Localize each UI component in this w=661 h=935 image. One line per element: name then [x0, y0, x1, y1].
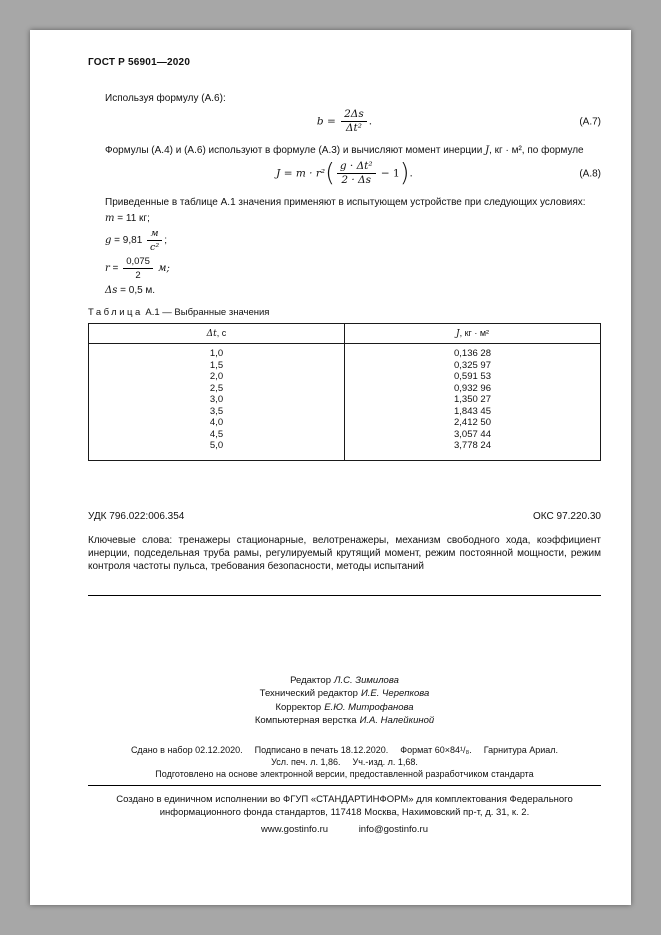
formula-a7	[88, 107, 601, 136]
table-col-j-var: J	[455, 329, 460, 339]
table-row	[89, 417, 601, 429]
condition-r-numerator: 0,075	[126, 256, 150, 267]
condition-r	[105, 256, 601, 281]
imprint-line-2	[88, 756, 601, 768]
cell-j: 0,591 53	[345, 371, 601, 383]
cell-dt: 3,5	[209, 405, 224, 417]
table-row	[89, 429, 601, 441]
condition-m-var: m	[105, 213, 115, 224]
table-row	[89, 360, 601, 372]
condition-g-var: g	[105, 235, 112, 247]
condition-m-value: = 11 кг;	[114, 213, 150, 224]
credit-role: Редактор	[290, 674, 331, 686]
cell-j: 0,136 28	[345, 344, 601, 360]
condition-g-coef: = 9,81	[111, 235, 146, 247]
formula-a7-label: (А.7)	[579, 116, 601, 127]
credit-role: Корректор	[275, 701, 322, 713]
condition-r-unit: м;	[154, 263, 170, 275]
oks-code: ОКС 97.220.30	[533, 510, 601, 522]
cell-j: 1,843 45	[345, 406, 601, 418]
formula-a8-expression: J = m · r²( $\frac{\text{g · Δt²}}{2 \cdot \Delta s}$ − 1).	[276, 157, 413, 187]
table-row	[89, 383, 601, 395]
table-col-dt	[89, 324, 345, 344]
table-a1-body	[89, 344, 601, 461]
credit-name: Л.С. Зимилова	[334, 674, 399, 686]
cell-j: 0,325 97	[345, 360, 601, 372]
formula-a8	[88, 159, 601, 188]
imprint-format: Формат 60×84¹/₈.	[400, 744, 472, 755]
imprint-line-1	[88, 744, 601, 756]
formula-a8-fraction	[337, 161, 376, 186]
cell-dt: 1,0	[209, 348, 224, 359]
imprint-typeface: Гарнитура Ариал.	[483, 744, 559, 755]
credit-role: Компьютерная верстка	[254, 715, 357, 726]
paragraph-formulas-use	[88, 144, 601, 157]
formula-a8-period: .	[409, 167, 413, 180]
condition-r-var: r	[105, 263, 110, 275]
cell-dt: 4,0	[209, 417, 224, 428]
condition-g-fraction	[147, 228, 162, 253]
formula-a7-fraction	[341, 109, 367, 134]
formula-a8-equals: =	[280, 167, 296, 180]
formula-a8-denominator: 2 · Δs	[337, 173, 376, 186]
imprint-printed-sheets: Усл. печ. л. 1,86.	[271, 756, 341, 767]
imprint-print-date: Подписано в печать 18.12.2020.	[254, 744, 389, 755]
formula-a7-lhs: b	[316, 115, 324, 128]
condition-r-equals: =	[109, 263, 122, 275]
formula-a7-equals: =	[323, 115, 340, 128]
imprint-typeset-date: Сдано в набор 02.12.2020.	[130, 744, 243, 755]
paragraph-using-formula: Используя формулу (А.6):	[105, 93, 226, 104]
imprint-line-3: Подготовлено на основе электронной версии, предоставленной разработчиком стандарта	[155, 768, 534, 779]
condition-delta-s-value: = 0,5 м.	[117, 285, 156, 296]
document-number: ГОСТ Р 56901—2020	[88, 57, 191, 68]
cell-j: 1,350 27	[345, 394, 601, 406]
cell-dt: 4,5	[209, 428, 224, 440]
credit-technical-editor	[88, 687, 601, 701]
condition-g	[105, 228, 601, 253]
table-row	[89, 344, 601, 360]
formula-a7-expression	[317, 109, 372, 134]
paragraph-table-conditions: Приведенные в таблице А.1 значения применяют в испытующем устройстве при следующих условиях:	[105, 197, 586, 208]
cell-j: 3,057 44	[345, 429, 601, 441]
credit-name: И.А. Налейкиной	[359, 715, 435, 726]
divider-line-bottom	[88, 785, 601, 786]
paragraph-formulas-use-pre: Формулы (А.4) и (А.6) используют в формуле (А.3) и вычисляют момент инерции	[105, 145, 486, 156]
table-caption	[88, 307, 601, 318]
credit-editor	[88, 674, 601, 688]
udk-code: УДК 796.022:006.354	[88, 510, 185, 522]
table-caption-word: Таблица	[88, 307, 143, 318]
credit-role: Технический редактор	[259, 688, 358, 699]
table-row	[89, 406, 601, 418]
condition-r-denominator: 2	[123, 268, 153, 281]
credits-block	[88, 674, 601, 728]
table-col-dt-var: Δt	[206, 329, 217, 339]
paragraph-formulas-use-post: , кг · м², по формуле	[489, 145, 584, 156]
paragraph-formulas-use-var: J	[485, 145, 490, 156]
condition-m	[105, 212, 601, 225]
cell-dt: 2,0	[209, 371, 224, 382]
table-row	[89, 371, 601, 383]
condition-g-end: ;	[164, 235, 167, 247]
cell-dt: 5,0	[209, 440, 224, 451]
credit-name: И.Е. Черепкова	[360, 688, 430, 699]
cell-dt: 2,5	[209, 382, 224, 394]
table-caption-rest: А.1 — Выбранные значения	[142, 307, 270, 318]
formula-a8-numerator: g · Δt²	[339, 160, 373, 172]
table-a1	[88, 323, 601, 461]
credit-corrector	[88, 701, 601, 715]
cell-j: 2,412 50	[345, 417, 601, 429]
cell-dt: 3,0	[209, 394, 224, 405]
imprint-block	[88, 744, 601, 780]
table-a1-header	[89, 324, 601, 344]
condition-r-fraction	[123, 256, 153, 281]
table-col-dt-unit: , с	[216, 328, 227, 338]
credit-layout	[88, 714, 601, 728]
formula-a7-period: .	[368, 115, 373, 128]
cell-j: 0,932 96	[345, 383, 601, 395]
formula-a7-denominator: Δt²	[341, 121, 367, 134]
divider-line-top	[88, 595, 601, 596]
formula-a8-label: (А.8)	[579, 168, 601, 179]
formula-a8-lhs: J	[276, 167, 281, 180]
table-col-j-unit: , кг · м²	[459, 328, 489, 338]
classification-row	[88, 511, 601, 522]
publisher-address: Создано в единичном исполнении во ФГУП «СТАНДАРТИНФОРМ» для комплектования Федерального информационного фонда стандартов, 117418 Москва, Нахимовский пр-т, д. 31, к. 2.	[116, 793, 573, 818]
publisher-links	[88, 824, 601, 835]
formula-a8-coefficient: m · r²	[295, 167, 326, 180]
condition-g-denominator: с²	[147, 240, 162, 253]
publisher-website: www.gostinfo.ru	[260, 823, 329, 835]
cell-j: 3,778 24	[345, 440, 601, 460]
formula-a8-minus-one: − 1	[377, 167, 400, 180]
keywords-paragraph: Ключевые слова: тренажеры стационарные, велотренажеры, механизм свободного хода, коэффициент инерции, подседельная труба рамы, регулируемый крутящий момент, режим постоянной мощности, режим контроля частоты пульса, требования безопасности, методы испытаний	[88, 534, 601, 572]
table-row	[89, 440, 601, 460]
formula-a7-numerator: 2Δs	[344, 108, 364, 120]
condition-g-numerator: м	[150, 228, 159, 239]
condition-delta-s	[105, 284, 601, 297]
document-page	[30, 30, 631, 905]
table-col-j	[345, 324, 601, 344]
imprint-publisher-sheets: Уч.-изд. л. 1,68.	[352, 756, 418, 767]
table-row	[89, 394, 601, 406]
publisher-email: info@gostinfo.ru	[358, 823, 429, 835]
credit-name: Е.Ю. Митрофанова	[324, 701, 414, 713]
condition-delta-s-var: Δs	[105, 285, 118, 296]
cell-dt: 1,5	[209, 359, 224, 371]
